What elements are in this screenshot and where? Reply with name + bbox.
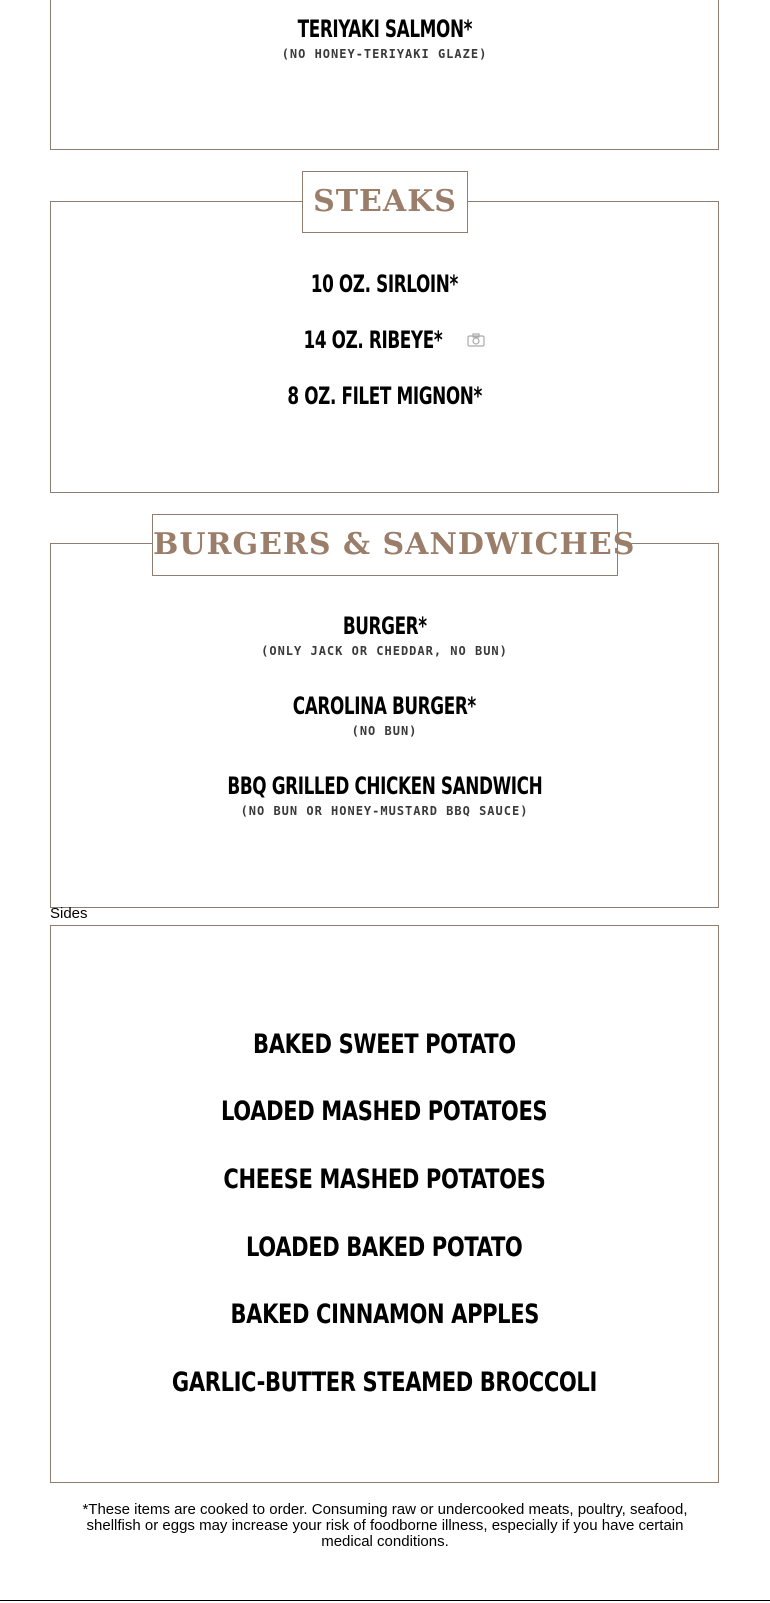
side-item-baked-cinnamon-apples[interactable] (51, 1299, 718, 1330)
side-item-loaded-mashed-potatoes[interactable] (51, 1096, 718, 1127)
menu-item-note: (NO HONEY-TERIYAKI GLAZE) (281, 47, 488, 61)
steaks-section (50, 201, 719, 493)
food-safety-disclaimer: *These items are cooked to order. Consuming raw or undercooked meats, poultry, seafood, shellfish or eggs may increase your risk of foodborne illness, especially if you have certain medical conditions. (82, 1501, 688, 1550)
sides-section (50, 925, 719, 1483)
side-item-baked-sweet-potato[interactable] (51, 1029, 718, 1060)
side-item-name: LOADED MASHED POTATOES (221, 1096, 548, 1127)
menu-item-name: TERIYAKI SALMON* (297, 15, 472, 43)
menu-item-carolina-burger[interactable] (51, 692, 718, 738)
sides-label: Sides (50, 905, 88, 922)
menu-item-bbq-chicken-sandwich[interactable] (51, 772, 718, 818)
side-item-garlic-butter-broccoli[interactable] (51, 1367, 718, 1398)
side-item-name: GARLIC-BUTTER STEAMED BROCCOLI (172, 1367, 597, 1398)
menu-item-name: 10 OZ. SIRLOIN* (310, 270, 459, 298)
menu-item-note: (NO BUN) (351, 724, 418, 738)
bottom-divider (0, 1600, 770, 1601)
side-item-name: BAKED SWEET POTATO (253, 1029, 516, 1060)
menu-item-name: BBQ GRILLED CHICKEN SANDWICH (227, 772, 542, 800)
menu-item-ribeye[interactable] (51, 326, 718, 354)
burgers-section (50, 543, 719, 908)
side-item-name: BAKED CINNAMON APPLES (230, 1299, 539, 1330)
menu-item-name: CAROLINA BURGER* (292, 692, 477, 720)
menu-item-note: (NO BUN OR HONEY-MUSTARD BBQ SAUCE) (240, 804, 529, 818)
menu-item-name: 8 OZ. FILET MIGNON* (287, 382, 482, 410)
camera-icon[interactable] (467, 332, 485, 351)
menu-item-burger[interactable] (51, 612, 718, 658)
menu-item-name: BURGER* (342, 612, 427, 640)
side-item-name: CHEESE MASHED POTATOES (223, 1164, 546, 1195)
section-title-steaks: STEAKS (302, 171, 468, 233)
menu-item-name: 14 OZ. RIBEYE* (303, 326, 442, 354)
section-title-burgers: BURGERS & SANDWICHES (152, 514, 618, 576)
side-item-cheese-mashed-potatoes[interactable] (51, 1164, 718, 1195)
seafood-section (50, 0, 719, 150)
side-item-loaded-baked-potato[interactable] (51, 1232, 718, 1263)
side-item-name: LOADED BAKED POTATO (246, 1232, 523, 1263)
menu-item-teriyaki-salmon[interactable] (51, 15, 718, 61)
menu-item-filet-mignon[interactable] (51, 382, 718, 410)
menu-item-note: (ONLY JACK OR CHEDDAR, NO BUN) (261, 644, 508, 658)
menu-item-sirloin[interactable] (51, 270, 718, 298)
